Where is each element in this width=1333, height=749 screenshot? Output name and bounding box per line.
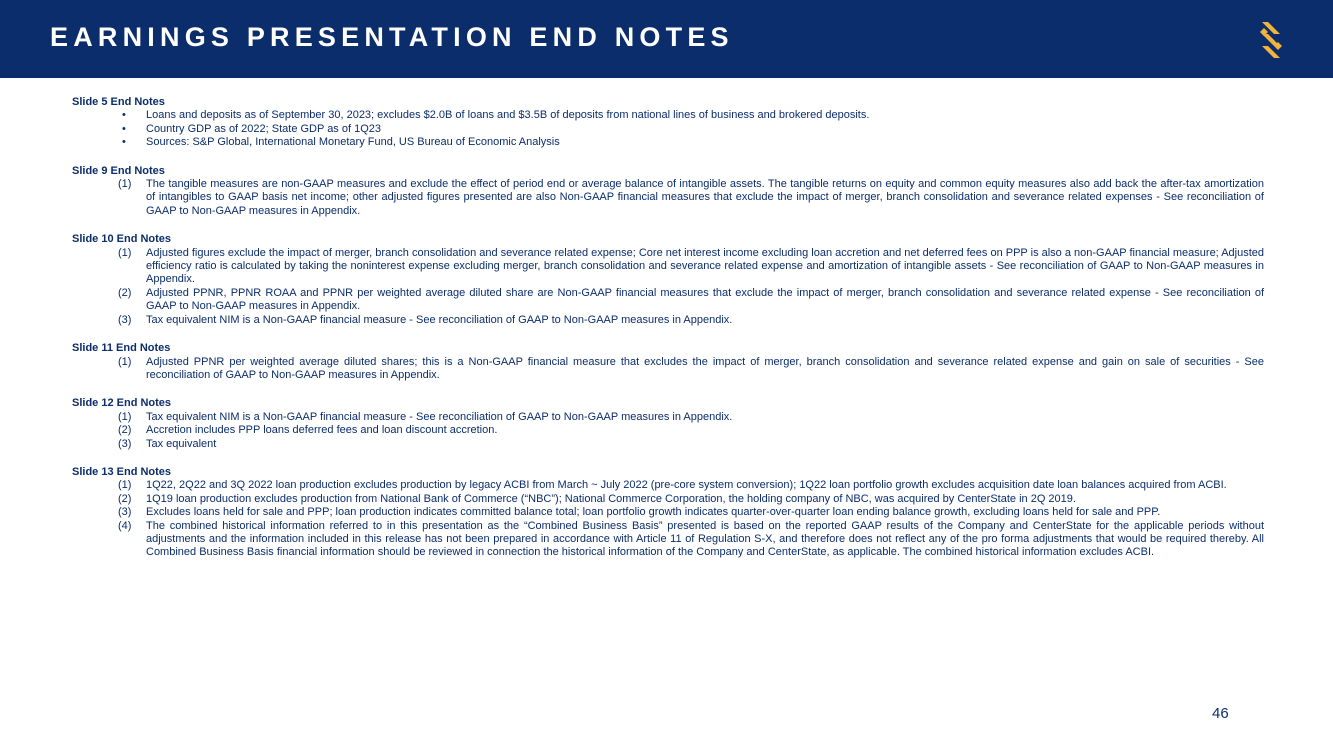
note-item bbox=[72, 356, 1264, 383]
note-text: 1Q22, 2Q22 and 3Q 2022 loan production excludes production by legacy ACBI from March ~ July 2022 (pre-core system conversion); 1Q22 loan portfolio growth excludes acquisition date loan balances acquired from ACBI. bbox=[146, 479, 1227, 492]
note-text: Tax equivalent NIM is a Non-GAAP financial measure - See reconciliation of GAAP to Non-GAAP measures in Appendix. bbox=[146, 410, 733, 423]
note-marker: (3) bbox=[118, 506, 132, 519]
end-notes-content bbox=[72, 96, 1264, 575]
end-notes-section bbox=[72, 233, 1264, 327]
note-marker: • bbox=[122, 122, 126, 135]
note-text: Adjusted PPNR, PPNR ROAA and PPNR per weighted average diluted share are Non-GAAP financial measures that exclude the impact of merger, branch consolidation and severance related expense - See reconciliation of GAAP to Non-GAAP measures in Appendix. bbox=[146, 286, 1264, 313]
note-text: 1Q19 loan production excludes production from National Bank of Commerce (“NBC”); National Commerce Corporation, the holding company of NBC, was acquired by CenterState in 2Q 2019. bbox=[146, 492, 1076, 505]
note-marker: (2) bbox=[118, 424, 132, 437]
header-bar bbox=[0, 0, 1333, 78]
section-title: Slide 11 End Notes bbox=[72, 342, 171, 355]
note-text: The combined historical information referred to in this presentation as the “Combined Business Basis” presented is based on the reported GAAP results of the Company and CenterState for the applicable periods without adjustments and the information included in this release has not been prepared in accordance with Article 11 of Regulation S-X, and therefore does not reflect any of the pro forma adjustments that would be required thereby. All Combined Business Basis financial information should be reviewed in connection the historical information of the Company and CenterState, as applicable. The combined historical information excludes ACBI. bbox=[146, 519, 1264, 559]
note-item bbox=[72, 178, 1264, 218]
note-text: The tangible measures are non-GAAP measures and exclude the effect of period end or average balance of intangible assets. The tangible returns on equity and common equity measures also add back the after-tax amortization of intangibles to GAAP basis net income; other adjusted figures presented are also Non-GAAP financial measures that exclude the impact of merger, branch consolidation and severance related expenses - See reconciliation of GAAP to Non-GAAP measures in Appendix. bbox=[146, 178, 1264, 217]
note-item bbox=[72, 109, 1264, 122]
note-item bbox=[72, 247, 1264, 287]
section-title: Slide 5 End Notes bbox=[72, 96, 165, 108]
note-marker: (1) bbox=[118, 479, 132, 492]
note-marker: (3) bbox=[118, 313, 132, 326]
note-item bbox=[72, 506, 1264, 519]
note-item bbox=[72, 136, 1264, 149]
page-title: EARNINGS PRESENTATION END NOTES bbox=[50, 22, 734, 52]
note-item bbox=[72, 424, 1264, 437]
section-title: Slide 9 End Notes bbox=[72, 164, 165, 177]
note-text: Tax equivalent NIM is a Non-GAAP financial measure - See reconciliation of GAAP to Non-GAAP measures in Appendix. bbox=[146, 313, 733, 326]
note-marker: (3) bbox=[118, 437, 132, 450]
note-text: Excludes loans held for sale and PPP; loan production indicates committed balance total; loan portfolio growth indicates quarter-over-quarter loan ending balance growth, excluding loans held for sale and PPP. bbox=[146, 506, 1161, 519]
note-marker: (2) bbox=[118, 286, 132, 299]
note-item bbox=[72, 438, 1264, 451]
end-notes-section bbox=[72, 165, 1264, 219]
note-text: Accretion includes PPP loans deferred fees and loan discount accretion. bbox=[146, 424, 498, 437]
note-marker: (1) bbox=[118, 410, 132, 423]
note-text: Loans and deposits as of September 30, 2023; excludes $2.0B of loans and $3.5B of deposits from national lines of business and brokered deposits. bbox=[146, 109, 870, 122]
note-text: Sources: S&P Global, International Monetary Fund, US Bureau of Economic Analysis bbox=[146, 136, 560, 149]
page-number: 46 bbox=[1212, 705, 1229, 722]
section-title: Slide 10 End Notes bbox=[72, 233, 172, 246]
note-marker: (1) bbox=[118, 246, 132, 259]
note-item bbox=[72, 411, 1264, 424]
note-marker: (1) bbox=[118, 178, 132, 191]
note-text: Adjusted figures exclude the impact of merger, branch consolidation and severance related expense; Core net interest income excluding loan accretion and net deferred fees on PPP is also a non-GAAP financial measure; Adjusted efficiency ratio is calculated by taking the noninterest expense excluding merger, branch consolidation and severance related expense and amortization of intangible assets - See reconciliation of GAAP to Non-GAAP measures in Appendix. bbox=[146, 246, 1264, 286]
note-marker: (1) bbox=[118, 355, 132, 368]
section-title: Slide 12 End Notes bbox=[72, 397, 172, 410]
note-text: Country GDP as of 2022; State GDP as of 1Q23 bbox=[146, 122, 382, 135]
end-notes-section bbox=[72, 397, 1264, 451]
note-text: Adjusted PPNR per weighted average diluted shares; this is a Non-GAAP financial measure that excludes the impact of merger, branch consolidation and severance related expense and gain on sale of securities - See reconciliation of GAAP to Non-GAAP measures in Appendix. bbox=[146, 355, 1264, 381]
note-text: Tax equivalent bbox=[146, 437, 217, 450]
note-item bbox=[72, 493, 1264, 506]
note-item bbox=[72, 287, 1264, 314]
end-notes-section bbox=[72, 96, 1264, 150]
note-item bbox=[72, 123, 1264, 136]
note-marker: • bbox=[122, 109, 126, 122]
section-title: Slide 13 End Notes bbox=[72, 465, 172, 478]
note-item bbox=[72, 520, 1264, 560]
company-s-logo-icon bbox=[1254, 20, 1288, 60]
note-item bbox=[72, 479, 1264, 492]
end-notes-section bbox=[72, 466, 1264, 560]
end-notes-section bbox=[72, 342, 1264, 382]
note-marker: (4) bbox=[118, 519, 132, 532]
note-marker: (2) bbox=[118, 492, 132, 505]
note-marker: • bbox=[122, 136, 126, 149]
note-item bbox=[72, 314, 1264, 327]
